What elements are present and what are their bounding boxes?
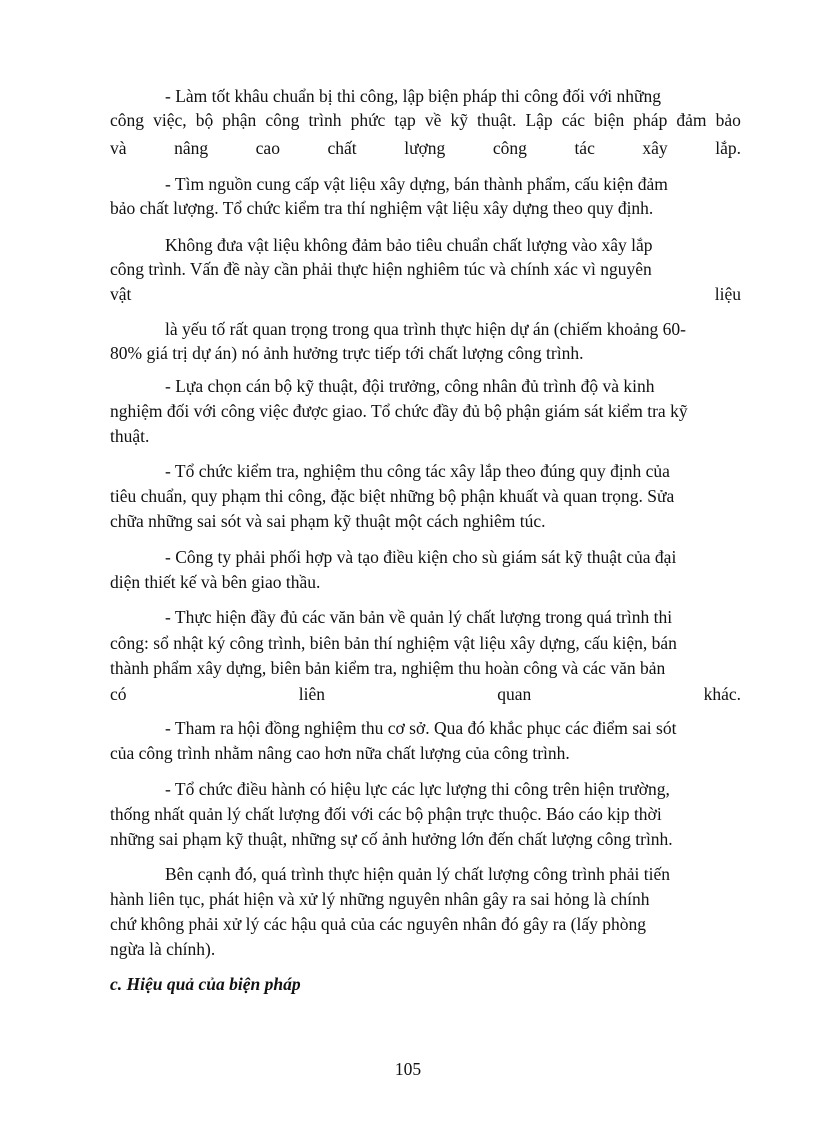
text-line: - Tham ra hội đồng nghiệm thu cơ sở. Qua đó khắc phục các điểm sai sót — [165, 718, 677, 738]
text-line: những sai phạm kỹ thuật, những sự cố ảnh hưởng lớn đến chất lượng công trình. — [110, 829, 673, 849]
text-line-spread: vật liệu — [110, 284, 741, 304]
text-line: - Lựa chọn cán bộ kỹ thuật, đội trưởng, công nhân đủ trình độ và kinh — [165, 376, 655, 396]
text-line: hành liên tục, phát hiện và xử lý những nguyên nhân gây ra sai hỏng là chính — [110, 889, 650, 909]
text-line: tiêu chuẩn, quy phạm thi công, đặc biệt những bộ phận khuất và quan trọng. Sửa — [110, 486, 675, 506]
text-line: Không đưa vật liệu không đảm bảo tiêu chuẩn chất lượng vào xây lắp — [165, 235, 653, 255]
text-line: chứ không phải xử lý các hậu quả của các nguyên nhân đó gây ra (lấy phòng — [110, 914, 647, 934]
page-number: 105 — [394, 1059, 422, 1079]
text-line: là yếu tố rất quan trọng trong qua trình thực hiện dự án (chiếm khoảng 60- — [165, 319, 686, 339]
text-line: - Thực hiện đầy đủ các văn bản về quản lý chất lượng trong quá trình thi — [165, 607, 673, 627]
text-line-spread: có liên quan khác. — [110, 684, 741, 704]
text-line: thuật. — [110, 426, 150, 446]
text-line: công: sổ nhật ký công trình, biên bản thí nghiệm vật liệu xây dựng, cấu kiện, bán — [110, 633, 677, 653]
text-line: thống nhất quản lý chất lượng đối với các bộ phận trực thuộc. Báo cáo kịp thời — [110, 804, 662, 824]
text-line: chữa những sai sót và sai phạm kỹ thuật một cách nghiêm túc. — [110, 511, 546, 531]
text-line-spread: và nâng cao chất lượng công tác xây lắp. — [110, 138, 741, 158]
text-line: nghiệm đối với công việc được giao. Tổ chức đầy đủ bộ phận giám sát kiểm tra kỹ — [110, 401, 688, 421]
text-line: của công trình nhằm nâng cao hơn nữa chất lượng của công trình. — [110, 743, 570, 763]
text-line: ngừa là chính). — [110, 939, 216, 959]
text-line: công trình. Vấn đề này cần phải thực hiện nghiêm túc và chính xác vì nguyên — [110, 259, 652, 279]
text-line: diện thiết kế và bên giao thầu. — [110, 572, 321, 592]
text-line: công việc, bộ phận công trình phức tạp về kỹ thuật. Lập các biện pháp đảm bảo — [110, 110, 741, 130]
text-line: - Tổ chức điều hành có hiệu lực các lực lượng thi công trên hiện trường, — [165, 779, 670, 799]
text-line: 80% giá trị dự án) nó ảnh hưởng trực tiếp tới chất lượng công trình. — [110, 343, 584, 363]
section-heading: c. Hiệu quả của biện pháp — [110, 974, 301, 994]
text-line: - Công ty phải phối hợp và tạo điều kiện cho sù giám sát kỹ thuật của đại — [165, 547, 677, 567]
text-line: bảo chất lượng. Tổ chức kiểm tra thí nghiệm vật liệu xây dựng theo quy định. — [110, 198, 654, 218]
text-line: thành phẩm xây dựng, biên bản kiểm tra, nghiệm thu hoàn công và các văn bản — [110, 658, 666, 678]
text-line: Bên cạnh đó, quá trình thực hiện quản lý chất lượng công trình phải tiến — [165, 864, 670, 884]
text-line: - Tìm nguồn cung cấp vật liệu xây dựng, bán thành phẩm, cấu kiện đảm — [165, 174, 668, 194]
text-line: - Làm tốt khâu chuẩn bị thi công, lập biện pháp thi công đối với những — [165, 86, 662, 106]
text-line: - Tổ chức kiểm tra, nghiệm thu công tác xây lắp theo đúng quy định của — [165, 461, 670, 481]
